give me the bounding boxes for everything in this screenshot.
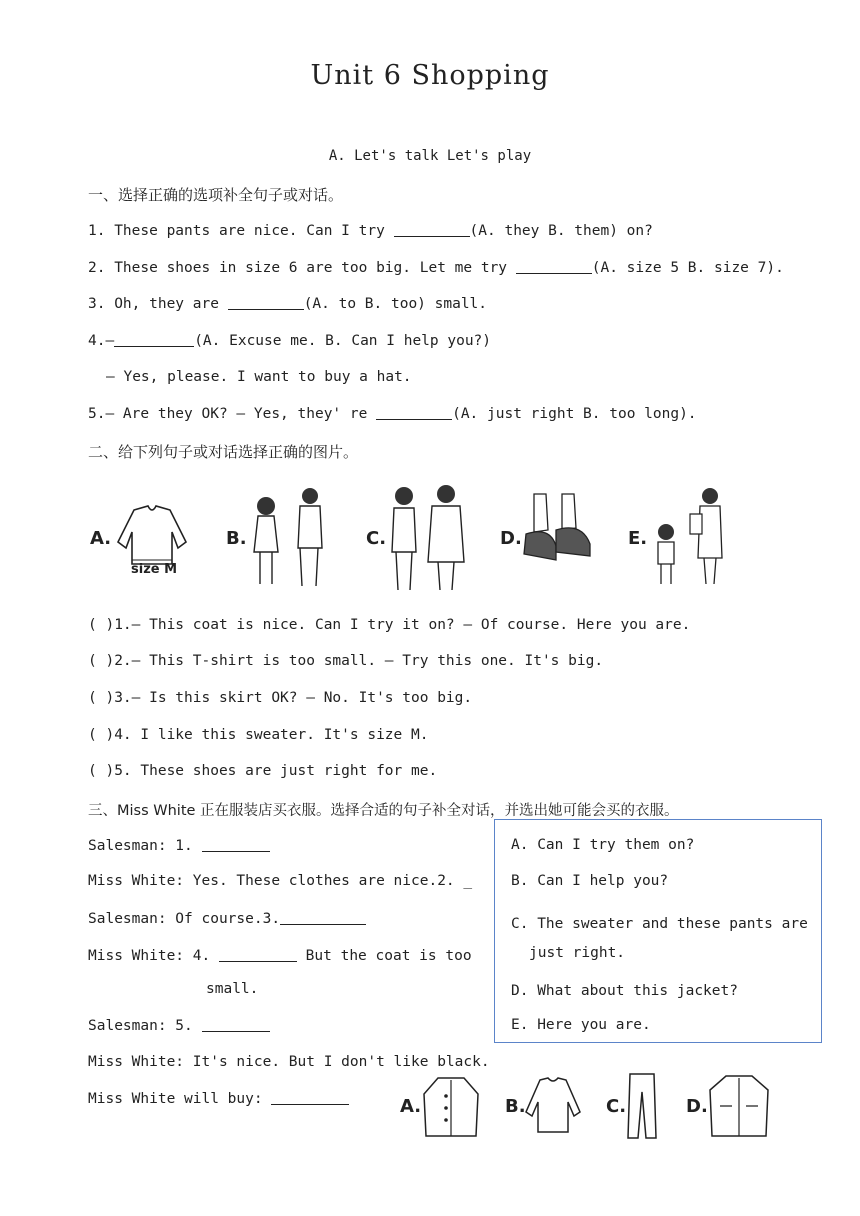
answer-blank[interactable] [228, 295, 304, 310]
picture-e-letter: E. [628, 528, 648, 549]
dialogue-line-3: Salesman: Of course.3. [88, 910, 366, 927]
answer-blank[interactable] [202, 1017, 270, 1032]
match-item-1: ( )1.— This coat is nice. Can I try it on? — Of course. Here you are. [88, 617, 691, 633]
clothes-b-letter: B. [505, 1096, 526, 1117]
clothes-d-letter: D. [686, 1096, 708, 1117]
size-m-caption: size M [131, 562, 178, 577]
page-title: Unit 6 Shopping [310, 60, 550, 91]
jacket-icon [706, 1072, 772, 1140]
woman-trying-coat-icon [384, 482, 470, 594]
answer-blank[interactable] [114, 332, 194, 347]
match-item-2: ( )2.— This T-shirt is too small. — Try this one. It's big. [88, 653, 604, 669]
question-3: 3. Oh, they are (A. to B. too) small. [88, 296, 488, 312]
answer-blank[interactable] [219, 947, 297, 962]
question-4-reply: — Yes, please. I want to buy a hat. [106, 369, 412, 385]
picture-c-letter: C. [366, 528, 387, 549]
option-b: B. Can I help you? [511, 873, 669, 889]
section3-heading: 三、Miss White 正在服装店买衣服。选择合适的句子补全对话，并选出她可能会买的衣服。 [88, 803, 679, 819]
option-c: C. The sweater and these pants are [511, 916, 808, 932]
boy-and-woman-tshirt-icon [650, 484, 726, 588]
answer-blank[interactable] [394, 222, 470, 237]
dialogue-line-1: Salesman: 1. [88, 837, 270, 854]
picture-b-letter: B. [226, 528, 247, 549]
dialogue-line-2: Miss White: Yes. These clothes are nice.2. _ [88, 873, 473, 889]
dialogue-line-4: Miss White: 4. But the coat is too [88, 948, 472, 964]
girl-and-woman-icon [244, 486, 334, 592]
options-box [494, 819, 822, 1043]
shoes-icon [520, 490, 594, 572]
option-a: A. Can I try them on? [511, 837, 695, 853]
answer-blank[interactable] [280, 910, 366, 925]
option-d: D. What about this jacket? [511, 983, 738, 999]
coat-icon [420, 1074, 482, 1140]
option-c-cont: just right. [529, 945, 626, 961]
section1-heading: 一、选择正确的选项补全句子或对话。 [88, 186, 344, 204]
answer-blank[interactable] [516, 259, 592, 274]
dialogue-line-4-cont: small. [206, 981, 259, 997]
dialogue-line-6: Miss White: It's nice. But I don't like black. [88, 1054, 490, 1070]
picture-d-letter: D. [500, 528, 522, 549]
sweater-icon [524, 1076, 582, 1136]
match-item-4: ( )4. I like this sweater. It's size M. [88, 727, 429, 743]
dialogue-line-7: Miss White will buy: [88, 1090, 349, 1107]
answer-blank[interactable] [376, 405, 452, 420]
picture-a-letter: A. [90, 528, 112, 549]
question-2: 2. These shoes in size 6 are too big. Let me try (A. size 5 B. size 7). [88, 260, 784, 276]
answer-blank[interactable] [202, 837, 270, 852]
match-item-5: ( )5. These shoes are just right for me. [88, 763, 438, 779]
option-e: E. Here you are. [511, 1017, 651, 1033]
match-item-3: ( )3.— Is this skirt OK? — No. It's too big. [88, 690, 473, 706]
section-subtitle: A. Let's talk Let's play [328, 148, 532, 164]
question-4: 4.— (A. Excuse me. B. Can I help you?) [88, 333, 492, 349]
pants-icon [624, 1072, 660, 1140]
clothes-a-letter: A. [400, 1096, 422, 1117]
question-5: 5.— Are they OK? — Yes, they' re (A. just right B. too long). [88, 406, 697, 422]
question-1: 1. These pants are nice. Can I try (A. they B. them) on? [88, 223, 653, 239]
answer-blank[interactable] [271, 1090, 349, 1105]
section2-heading: 二、给下列句子或对话选择正确的图片。 [88, 443, 359, 461]
clothes-c-letter: C. [606, 1096, 627, 1117]
dialogue-line-5: Salesman: 5. [88, 1017, 270, 1034]
